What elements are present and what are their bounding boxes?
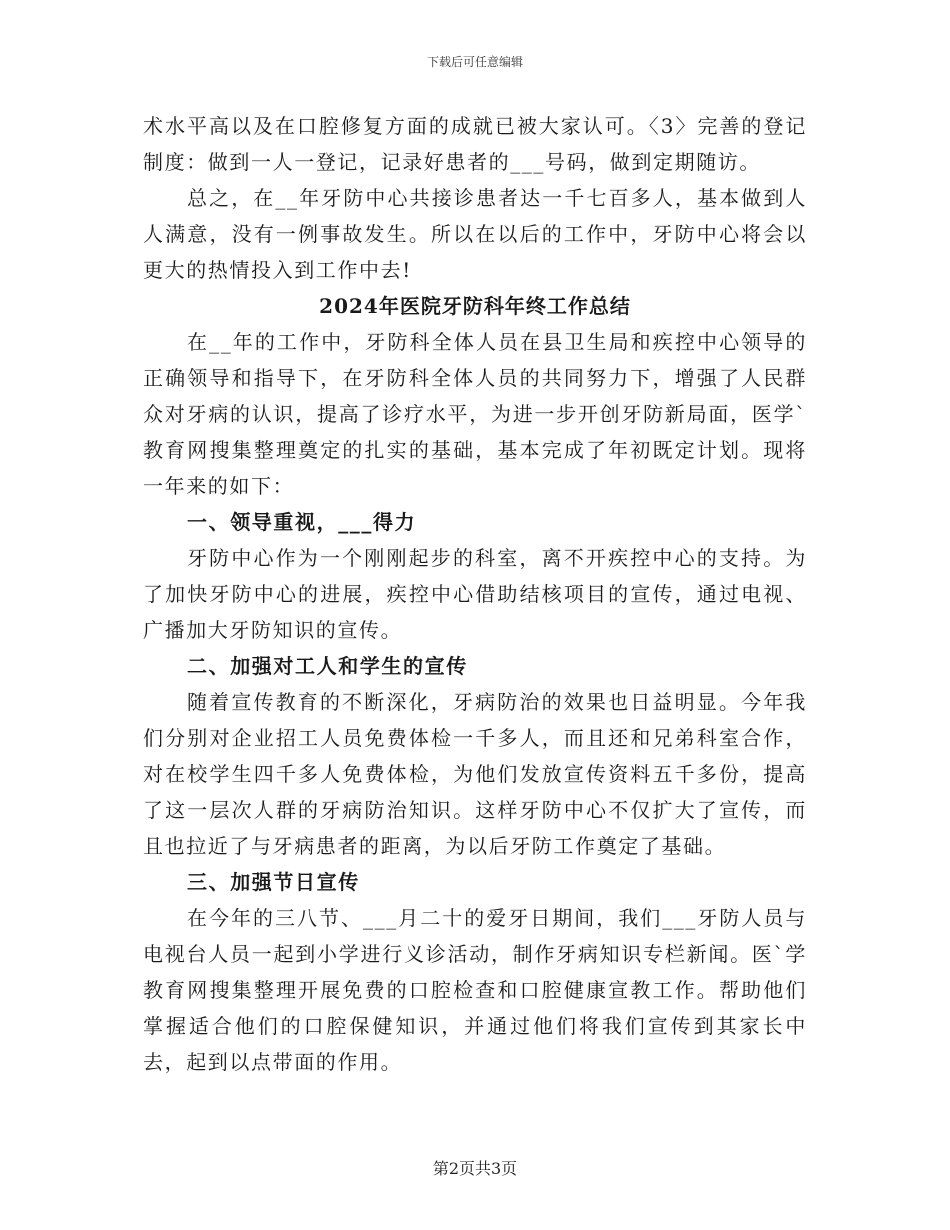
paragraph-section-3: 在今年的三八节、___月二十的爱牙日期间，我们___牙防人员与电视台人员一起到小学进行义诊活动，制作牙病知识专栏新闻。医`学教育网搜集整理开展免费的口腔检查和口腔健康宣教工作。帮助他们掌握适合他们的口腔保健知识，并通过他们将我们宣传到其家长中去，起到以点带面的作用。 [143, 906, 807, 1074]
page-number: 第2页共3页 [432, 1159, 518, 1178]
document-body [143, 108, 807, 1080]
section-heading-3: 三、加强节日宣传 [187, 870, 360, 894]
document-title: 2024年医院牙防科年终工作总结 [319, 294, 631, 318]
header-note: 下载后可任意编辑 [426, 55, 523, 69]
paragraph-section-2: 随着宣传教育的不断深化，牙病防治的效果也日益明显。今年我们分别对企业招工人员免费体检一千多人，而且还和兄弟科室合作，对在校学生四千多人免费体检，为他们发放宣传资料五千多份，提高了这一层次人群的牙病防治知识。这样牙防中心不仅扩大了宣传，而且也拉近了与牙病患者的距离，为以后牙防工作奠定了基础。 [143, 690, 807, 858]
paragraph-section-1: 牙防中心作为一个刚刚起步的科室，离不开疾控中心的支持。为了加快牙防中心的进展，疾控中心借助结核项目的宣传，通过电视、广播加大牙防知识的宣传。 [143, 546, 807, 642]
paragraph-continued: 术水平高以及在口腔修复方面的成就已被大家认可。〈3〉完善的登记制度：做到一人一登记，记录好患者的___号码，做到定期随访。 [143, 114, 807, 174]
section-heading-1: 一、领导重视，___得力 [187, 510, 417, 534]
paragraph-intro: 在__年的工作中，牙防科全体人员在县卫生局和疾控中心领导的正确领导和指导下，在牙防科全体人员的共同努力下，增强了人民群众对牙病的认识，提高了诊疗水平，为进一步开创牙防新局面，医学`教育网搜集整理奠定的扎实的基础，基本完成了年初既定计划。现将一年来的如下： [143, 330, 807, 498]
section-heading-2: 二、加强对工人和学生的宣传 [187, 654, 468, 678]
paragraph-summary: 总之，在__年牙防中心共接诊患者达一千七百多人，基本做到人人满意，没有一例事故发生。所以在以后的工作中，牙防中心将会以更大的热情投入到工作中去! [143, 186, 807, 282]
